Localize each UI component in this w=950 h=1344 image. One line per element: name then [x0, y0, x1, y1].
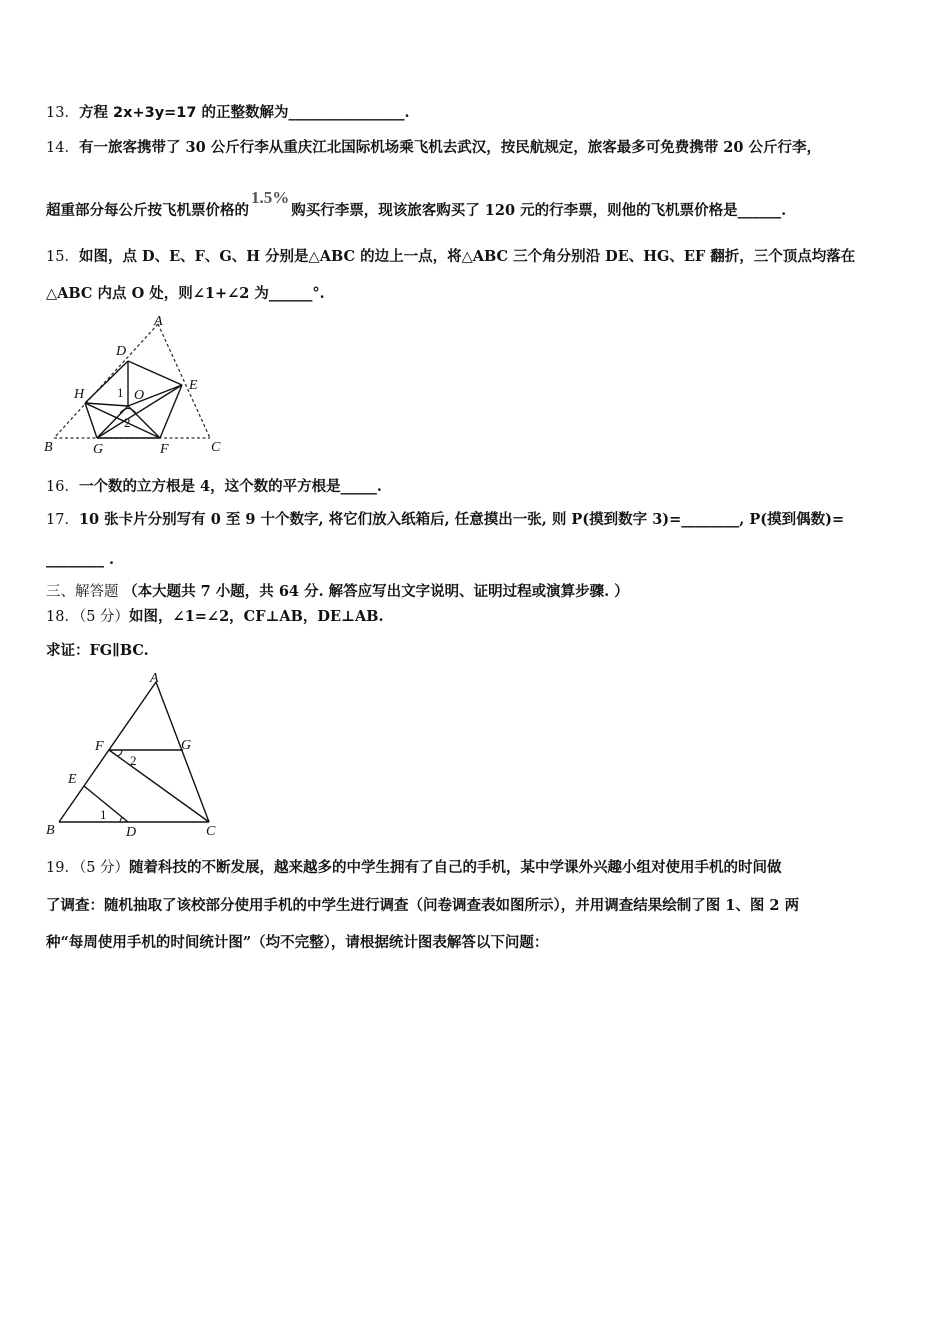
label-E: E [68, 772, 77, 787]
question-number: 18． [46, 609, 79, 625]
label-B: B [46, 823, 55, 838]
parallel-lines-figure [44, 668, 224, 840]
question-text: 如图，点 D、E、F、G、H 分别是△ABC 的边上一点，将△ABC 三个角分别沿 DE、HG、EF 翻折，三个顶点均落在 [78, 248, 856, 265]
question-17-line-1 [46, 510, 844, 530]
question-14-line-1 [46, 138, 821, 158]
label-A: A [154, 314, 163, 329]
question-number: 19． [46, 860, 79, 876]
question-number: 17． [46, 512, 79, 528]
question-text: 超重部分每公斤按飞机票价格的 [46, 202, 249, 219]
question-19-line-3 [46, 933, 548, 953]
question-text: ________ . [46, 551, 115, 568]
question-15-line-2 [46, 284, 325, 304]
label-O: O [134, 388, 145, 403]
label-F: F [95, 739, 104, 754]
question-text: △ABC 内点 O 处，则∠1+∠2 为______°. [46, 285, 325, 302]
section-description: （本大题共 7 小题，共 64 分. 解答应写出文字说明、证明过程或演算步骤. ） [123, 583, 629, 600]
label-H: H [74, 387, 85, 402]
angle-1-label: 1 [117, 385, 124, 400]
label-F: F [160, 442, 169, 457]
triangle-fold-figure [44, 312, 234, 460]
label-C: C [206, 824, 216, 839]
question-number: 15． [46, 249, 79, 265]
question-text: 随着科技的不断发展，越来越多的中学生拥有了自己的手机，某中学课外兴趣小组对使用手机的时间做 [129, 859, 782, 876]
label-G: G [93, 442, 104, 457]
question-text: 10 张卡片分别写有 0 至 9 十个数字, 将它们放入纸箱后, 任意摸出一张, 则 P(摸到数字 3)=________, P(摸到偶数)= [78, 511, 845, 528]
question-text: 方程 [78, 104, 114, 121]
question-18-prove [46, 641, 149, 661]
question-19-line-1 [46, 858, 782, 878]
question-text: 种“每周使用手机的时间统计图”（均不完整），请根据统计图表解答以下问题： [46, 934, 549, 951]
question-18 [46, 607, 384, 627]
label-E: E [189, 378, 198, 393]
prove-statement: 求证：FG∥BC. [46, 642, 149, 659]
angle-2-label: 2 [130, 753, 137, 768]
percent-value: 1.5% [251, 188, 290, 207]
label-B: B [44, 440, 53, 455]
question-14-line-2 [46, 188, 787, 221]
question-text: 了调查：随机抽取了该校部分使用手机的中学生进行调查（问卷调查表如图所示），并用调查结果绘制了图 1、图 2 两 [46, 897, 800, 914]
section-3-heading [46, 582, 629, 602]
label-D: D [126, 825, 137, 840]
question-13 [46, 103, 410, 123]
question-text: 有一旅客携带了 30 公斤行李从重庆江北国际机场乘飞机去武汉，按民航规定，旅客最多可免费携带 20 公斤行李， [78, 139, 821, 156]
question-16 [46, 477, 382, 497]
question-number: 13． [46, 105, 79, 121]
equation: 2x+3y=17 [113, 105, 197, 121]
question-text: 的正整数解为________________. [196, 104, 410, 121]
label-A: A [150, 671, 159, 686]
question-number: 16． [46, 479, 79, 495]
question-score: （5 分） [78, 860, 130, 876]
label-C: C [211, 440, 221, 455]
question-text: 如图，∠1=∠2，CF⊥AB，DE⊥AB. [129, 608, 384, 625]
angle-2-label: 2 [124, 415, 131, 430]
label-D: D [116, 344, 127, 359]
question-17-line-2 [46, 550, 114, 570]
section-title: 三、解答题 [46, 584, 119, 600]
question-score: （5 分） [78, 609, 130, 625]
question-19-line-2 [46, 896, 799, 916]
question-text: 一个数的立方根是 4，这个数的平方根是_____. [78, 478, 382, 495]
question-15-line-1 [46, 247, 855, 267]
angle-1-label: 1 [100, 807, 107, 822]
question-text: 购买行李票，现该旅客购买了 120 元的行李票，则他的飞机票价格是______. [291, 202, 787, 219]
label-G: G [181, 738, 192, 753]
question-number: 14． [46, 140, 79, 156]
